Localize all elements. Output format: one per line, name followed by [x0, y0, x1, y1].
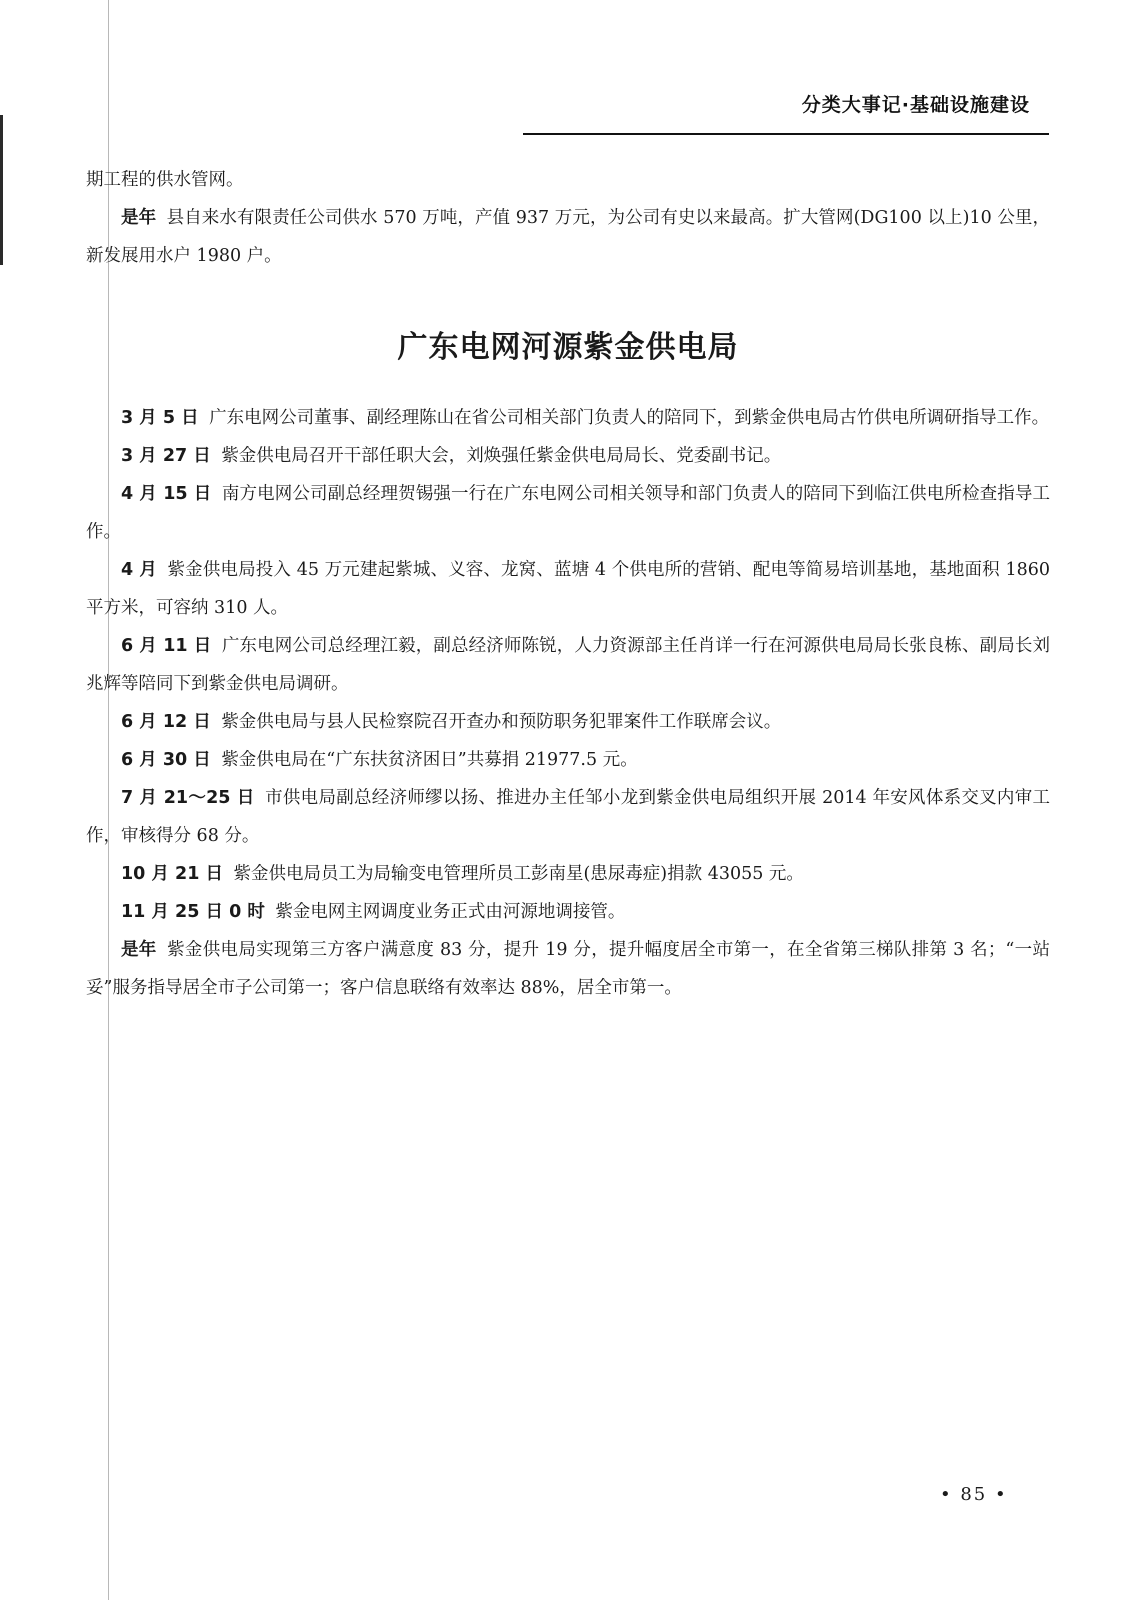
entry-text: 广东电网公司总经理江毅，副总经济师陈锐，人力资源部主任肖详一行在河源供电局局长张良栋、副局长刘兆辉等陪同下到紫金供电局调研。: [86, 636, 1050, 694]
chronicle-entry: [86, 893, 1050, 931]
entry-date: 6 月 30 日: [121, 750, 211, 770]
paragraph-lead: 是年: [121, 208, 157, 228]
entry-date: 7 月 21～25 日: [121, 788, 255, 808]
entry-text: 紫金供电局召开干部任职大会，刘焕强任紫金供电局局长、党委副书记。: [221, 446, 782, 466]
entry-text: 市供电局副总经济师缪以扬、推进办主任邹小龙到紫金供电局组织开展 2014 年安风体系交叉内审工作，审核得分 68 分。: [86, 788, 1050, 846]
chronicle-entry: [86, 855, 1050, 893]
scan-edge-mark: [0, 115, 3, 265]
entry-date: 3 月 5 日: [121, 408, 199, 428]
entry-text: 南方电网公司副总经理贺锡强一行在广东电网公司相关领导和部门负责人的陪同下到临江供电所检查指导工作。: [86, 484, 1050, 542]
chronicle-entries: [86, 399, 1050, 1007]
chronicle-entry: [86, 475, 1050, 551]
intro-paragraph-continued: [86, 161, 1050, 199]
chronicle-entry: [86, 703, 1050, 741]
chronicle-entry: [86, 779, 1050, 855]
running-header: 分类大事记·基础设施建设: [801, 94, 1030, 116]
paragraph-text: 期工程的供水管网。: [86, 170, 244, 190]
entry-date: 6 月 12 日: [121, 712, 211, 732]
entry-text: 紫金电网主网调度业务正式由河源地调接管。: [275, 902, 626, 922]
intro-block: [86, 161, 1050, 275]
page-number: • 85 •: [940, 1484, 1008, 1505]
paragraph-text: 县自来水有限责任公司供水 570 万吨，产值 937 万元，为公司有史以来最高。扩大管网(DG100 以上)10 公里，新发展用水户 1980 户。: [86, 208, 1051, 266]
chronicle-entry: [86, 399, 1050, 437]
entry-date: 是年: [121, 940, 157, 960]
entry-text: 紫金供电局投入 45 万元建起紫城、义容、龙窝、蓝塘 4 个供电所的营销、配电等简易培训基地，基地面积 1860 平方米，可容纳 310 人。: [86, 560, 1050, 618]
entry-text: 紫金供电局与县人民检察院召开查办和预防职务犯罪案件工作联席会议。: [221, 712, 782, 732]
entry-text: 紫金供电局实现第三方客户满意度 83 分，提升 19 分，提升幅度居全市第一，在全省第三梯队排第 3 名；“一站妥”服务指导居全市子公司第一；客户信息联络有效率达 88%，居全市第一。: [86, 940, 1050, 998]
entry-date: 4 月 15 日: [121, 484, 212, 504]
chronicle-entry: [86, 437, 1050, 475]
chronicle-entry: [86, 741, 1050, 779]
entry-date: 6 月 11 日: [121, 636, 212, 656]
chronicle-entry: [86, 627, 1050, 703]
entry-date: 10 月 21 日: [121, 864, 223, 884]
entry-date: 3 月 27 日: [121, 446, 211, 466]
header-rule: [523, 133, 1049, 135]
entry-text: 紫金供电局在“广东扶贫济困日”共募捐 21977.5 元。: [221, 750, 638, 770]
entry-text: 广东电网公司董事、副经理陈山在省公司相关部门负责人的陪同下，到紫金供电局古竹供电所调研指导工作。: [209, 408, 1050, 428]
chronicle-entry: [86, 931, 1050, 1007]
chronicle-entry: [86, 551, 1050, 627]
section-title: 广东电网河源紫金供电局: [397, 330, 739, 365]
entry-date: 11 月 25 日 0 时: [121, 902, 265, 922]
intro-paragraph-year: [86, 199, 1050, 275]
entry-date: 4 月: [121, 560, 158, 580]
entry-text: 紫金供电局员工为局输变电管理所员工彭南星(患尿毒症)捐款 43055 元。: [233, 864, 804, 884]
